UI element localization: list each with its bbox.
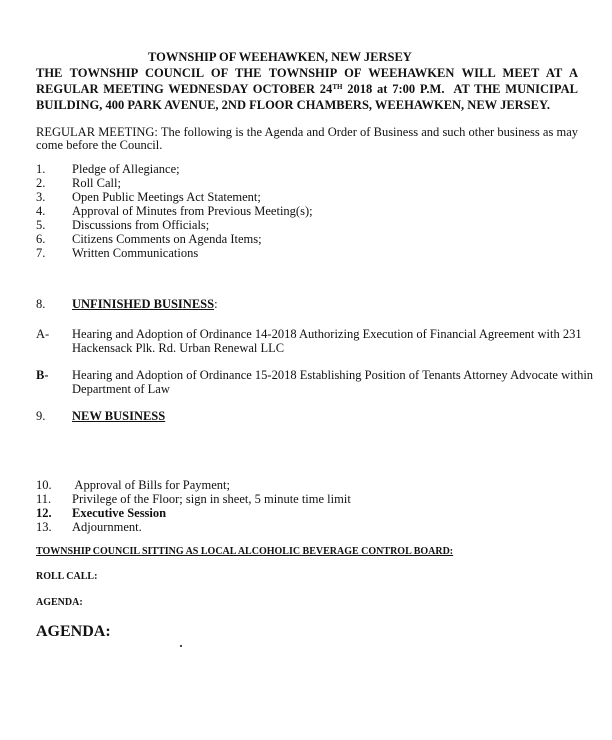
header-line-1: THE TOWNSHIP COUNCIL OF THE TOWNSHIP OF WEEHAWKEN WILL MEET AT A <box>36 66 578 80</box>
unfinished-business-heading <box>0 297 612 312</box>
item-number: 5. <box>36 218 46 232</box>
item-text: Citizens Comments on Agenda Items; <box>72 232 262 246</box>
item-text: Executive Session <box>72 506 167 520</box>
item-number: 12. <box>36 506 52 520</box>
list-item <box>0 520 612 534</box>
item-text: Pledge of Allegiance; <box>72 162 180 176</box>
item-text-line-1: Hearing and Adoption of Ordinance 15-2018 Establishing Position of Tenants Attorney Advocate within <box>72 368 594 382</box>
item-text: Privilege of the Floor; sign in sheet, 5 minute time limit <box>72 492 351 506</box>
list-item <box>0 506 612 520</box>
item-text-line-1: Hearing and Adoption of Ordinance 14-2018 Authorizing Execution of Financial Agreement with 231 <box>72 327 582 341</box>
section-number: 8. <box>36 297 46 311</box>
township-title: TOWNSHIP OF WEEHAWKEN, NEW JERSEY <box>148 50 412 64</box>
list-item <box>0 190 612 204</box>
roll-call-label: ROLL CALL: <box>36 571 98 582</box>
agenda-label-small: AGENDA: <box>36 597 83 608</box>
section-title: UNFINISHED BUSINESS <box>72 297 215 311</box>
list-item <box>0 176 612 190</box>
item-letter: B- <box>36 368 49 382</box>
abc-board-title: TOWNSHIP COUNCIL SITTING AS LOCAL ALCOHOLIC BEVERAGE CONTROL BOARD: <box>36 546 454 557</box>
list-item <box>0 204 612 218</box>
list-item <box>0 218 612 232</box>
item-text: Adjournment. <box>72 520 142 534</box>
section-title: NEW BUSINESS <box>72 409 166 423</box>
intro-line-2: come before the Council. <box>36 138 163 152</box>
header-line-2-part-b: 2018 at 7:00 P.M. AT THE MUNICIPAL <box>342 82 578 96</box>
item-text: Written Communications <box>72 246 199 260</box>
section-number: 9. <box>36 409 46 423</box>
date-ordinal-suffix: TH <box>332 83 343 91</box>
list-item <box>0 232 612 246</box>
item-text: Open Public Meetings Act Statement; <box>72 190 261 204</box>
section-title-wrap <box>72 297 218 312</box>
item-number: 13. <box>36 520 52 534</box>
header-line-2-part-a: REGULAR MEETING WEDNESDAY OCTOBER 24 <box>36 82 333 96</box>
item-number: 11. <box>36 492 52 506</box>
item-text-line-2: Hackensack Plk. Rd. Urban Renewal LLC <box>72 341 285 355</box>
item-text: Approval of Bills for Payment; <box>72 478 230 492</box>
item-number: 4. <box>36 204 46 218</box>
intro-line-1: REGULAR MEETING: The following is the Agenda and Order of Business and such other business as may <box>36 125 578 139</box>
item-number: 3. <box>36 190 46 204</box>
item-letter: A- <box>36 327 50 341</box>
item-text: Roll Call; <box>72 176 121 190</box>
list-item <box>0 492 612 506</box>
agenda-label-large: AGENDA: <box>36 623 111 640</box>
list-item <box>0 162 612 176</box>
stray-dot-mark <box>180 645 182 647</box>
item-number: 1. <box>36 162 46 176</box>
section-title-colon: : <box>214 297 218 311</box>
list-item <box>0 478 612 492</box>
item-text: Approval of Minutes from Previous Meeting(s); <box>72 204 313 218</box>
item-text: Discussions from Officials; <box>72 218 210 232</box>
header-line-2 <box>36 82 578 97</box>
new-business-heading <box>0 409 612 424</box>
list-item <box>0 246 612 260</box>
header-line-3: BUILDING, 400 PARK AVENUE, 2ND FLOOR CHAMBERS, WEEHAWKEN, NEW JERSEY. <box>36 98 550 112</box>
item-number: 2. <box>36 176 46 190</box>
item-number: 7. <box>36 246 46 260</box>
item-text-line-2: Department of Law <box>72 382 170 396</box>
item-number: 10. <box>36 478 52 492</box>
item-number: 6. <box>36 232 46 246</box>
